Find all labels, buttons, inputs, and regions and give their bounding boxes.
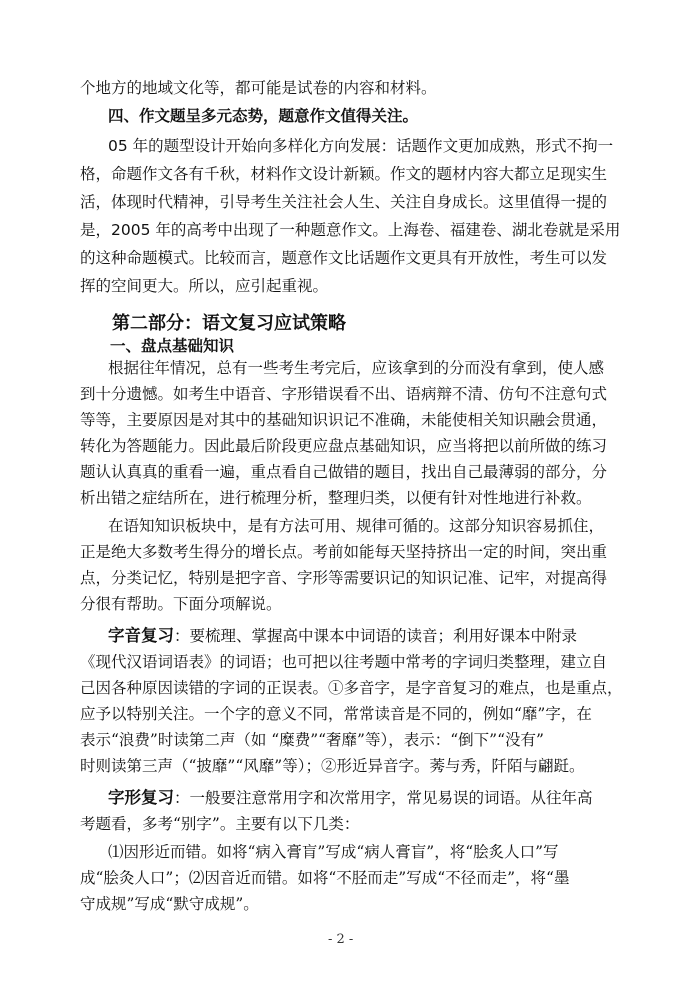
paragraph-line: 活，体现时代精神，引导考生关注社会人生、关注自身成长。这里值得一提的 [80, 193, 608, 211]
ziyin-label: 字音复习 [108, 626, 174, 645]
section-heading-4: 四、作文题呈多元态势，题意作文值得关注。 [108, 106, 419, 125]
paragraph-line: 《现代汉语词语表》的词语；也可把以往考题中常考的字词归类整理，建立自 [80, 653, 608, 671]
zixing-first-line [108, 788, 593, 808]
paragraph-line: 到十分遗憾。如考生中语音、字形错误看不出、语病辩不清、仿句不注意句式 [80, 385, 608, 403]
ziyin-first-text: ：要梳理、掌握高中课本中词语的读音；利用好课本中附录 [174, 627, 578, 645]
paragraph-line: 守成规”写成“默守成规”。 [80, 895, 259, 913]
paragraph-line: 的这种命题模式。比较而言，题意作文比话题作文更具有开放性，考生可以发 [80, 249, 608, 267]
paragraph-line: 个地方的地域文化等，都可能是试卷的内容和材料。 [80, 79, 437, 97]
paragraph-line: 转化为答题能力。因此最后阶段更应盘点基础知识，应当将把以前所做的练习 [80, 437, 608, 455]
paragraph-line: 题认认真真的重看一遍，重点看自己做错的题目，找出自己最薄弱的部分，分 [80, 463, 608, 481]
zixing-first-text: ：一般要注意常用字和次常用字，常见易误的词语。从往年高 [174, 789, 593, 807]
paragraph-line: 格，命题作文各有千秋，材料作文设计新颖。作文的题材内容大都立足现实生 [80, 165, 608, 183]
paragraph-line: 考题看，多考“别字”。主要有以下几类： [80, 815, 360, 833]
paragraph-line: 点，分类记忆，特别是把字音、字形等需要识记的知识记准、记牢，对提高得 [80, 569, 608, 587]
paragraph-line: 表示“浪费”时读第二声（如 “糜费”“奢靡”等），表示：“倒下”“没有” [80, 731, 544, 749]
paragraph-line: 分很有帮助。下面分项解说。 [80, 595, 282, 613]
paragraph-line: 根据往年情况，总有一些考生考完后，应该拿到的分而没有拿到，使人感 [108, 359, 605, 377]
paragraph-line: 05 年的题型设计开始向多样化方向发展：话题作文更加成熟，形式不拘一 [108, 137, 614, 155]
paragraph-line: 析出错之症结所在，进行梳理分析，整理归类，以便有针对性地进行补救。 [80, 489, 592, 507]
ziyin-first-line [108, 626, 577, 646]
zixing-label: 字形复习 [108, 788, 174, 807]
paragraph-line: 在语知知识板块中，是有方法可用、规律可循的。这部分知识容易抓住， [108, 517, 605, 535]
paragraph-line: 应予以特别关注。一个字的意义不同，常常读音是不同的，例如“靡”字，在 [80, 705, 592, 723]
paragraph-line: 挥的空间更大。所以，应引起重视。 [80, 277, 329, 295]
section-heading-1: 一、盘点基础知识 [110, 336, 235, 355]
paragraph-line: ⑴因形近而错。如将“病入膏肓”写成“病人膏盲”，将“脍炙人口”写 [108, 843, 559, 861]
paragraph-line: 己因各种原因读错的字词的正误表。①多音字，是字音复习的难点，也是重点， [80, 679, 623, 697]
paragraph-line: 成“脍灸人口”；⑵因音近而错。如将“不胫而走”写成“不径而走”，将“墨 [80, 869, 570, 887]
paragraph-line: 等等，主要原因是对其中的基础知识识记不准确，未能使相关知识融会贯通， [80, 411, 608, 429]
part-title: 第二部分：语文复习应试策略 [112, 313, 346, 334]
paragraph-line: 正是绝大多数考生得分的增长点。考前如能每天坚持挤出一定的时间，突出重 [80, 543, 608, 561]
paragraph-line: 时则读第三声（“披靡”“风靡”等）；②形近异音字。莠与秀，阡陌与翩跹。 [80, 757, 585, 775]
page-number: - 2 - [328, 932, 354, 947]
paragraph-line: 是，2005 年的高考中出现了一种题意作文。上海卷、福建卷、湖北卷就是采用 [80, 221, 621, 239]
